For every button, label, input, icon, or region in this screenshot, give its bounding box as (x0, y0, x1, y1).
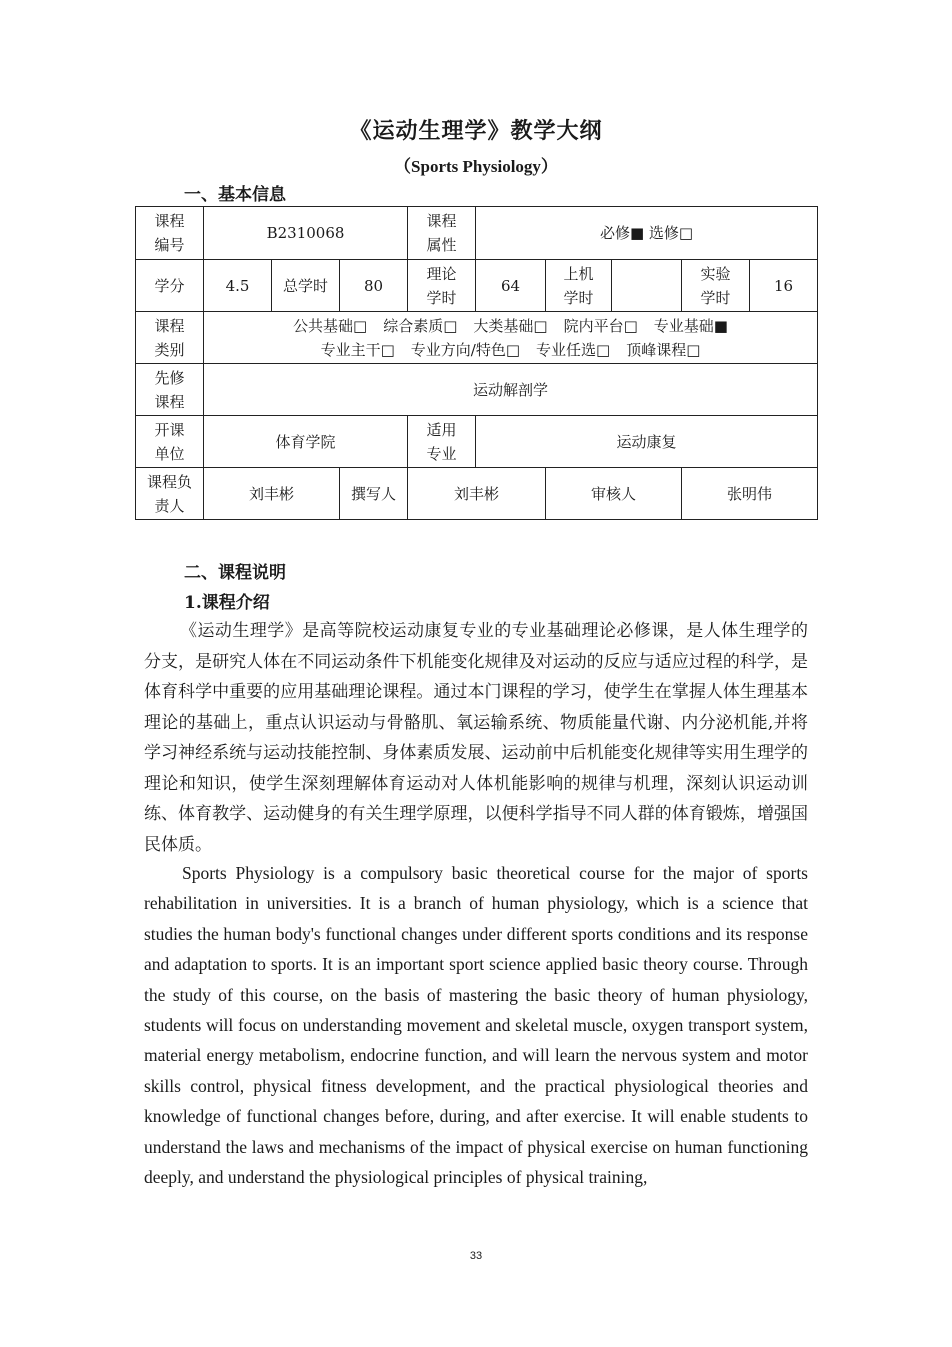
course-category-options (204, 312, 818, 364)
course-intro-chinese: 《运动生理学》是高等院校运动康复专业的专业基础理论必修课，是人体生理学的分支，是研究人体在不同运动条件下机能变化规律及对运动的反应与适应过程的科学，是体育科学中重要的应用基础理论课程。通过本门课程的学习，使学生在掌握人体生理基本理论的基础上，重点认识运动与骨骼肌、氧运输系统、物质能量代谢、内分泌机能,并将学习神经系统与运动技能控制、身体素质发展、运动前中后机能变化规律等实用生理学的理论和知识，使学生深刻理解体育运动对人体机能影响的规律与机理，深刻认识运动训练、体育教学、运动健身的有关生理学原理，以便科学指导不同人群的体育锻炼，增强国民体质。 (144, 621, 808, 855)
prerequisite-value: 运动解剖学 (204, 364, 818, 416)
document-subtitle: （Sports Physiology） (394, 157, 558, 176)
section-heading-course-description: 二、课程说明 (184, 563, 286, 583)
reviewer-label: 审核人 (546, 468, 682, 520)
course-code-value: B2310068 (204, 207, 408, 260)
lab-hours-value: 16 (750, 260, 818, 312)
table-row (136, 468, 818, 520)
table-row (136, 260, 818, 312)
table-row (136, 312, 818, 364)
computer-hours-label: 上机 学时 (546, 260, 612, 312)
theory-hours-label: 理论 学时 (408, 260, 476, 312)
prerequisite-label: 先修 课程 (136, 364, 204, 416)
applicable-major-label: 适用 专业 (408, 416, 476, 468)
lab-hours-label: 实验 学时 (682, 260, 750, 312)
course-owner-value: 刘丰彬 (204, 468, 340, 520)
writer-label: 撰写人 (340, 468, 408, 520)
applicable-major-value: 运动康复 (476, 416, 818, 468)
basic-info-table (135, 206, 818, 520)
writer-value: 刘丰彬 (408, 468, 546, 520)
total-hours-value: 80 (340, 260, 408, 312)
course-category-label: 课程 类别 (136, 312, 204, 364)
credit-value: 4.5 (204, 260, 272, 312)
computer-hours-value (612, 260, 682, 312)
course-owner-label: 课程负 责人 (136, 468, 204, 520)
course-attr-value: 必修■ 选修□ (476, 207, 818, 260)
credit-label: 学分 (136, 260, 204, 312)
page-number: 33 (469, 1250, 483, 1262)
offering-unit-label: 开课 单位 (136, 416, 204, 468)
table-row (136, 416, 818, 468)
subsection-heading-course-intro: 1.课程介绍 (184, 593, 270, 613)
table-row (136, 207, 818, 260)
section-heading-basic-info: 一、基本信息 (184, 185, 286, 205)
reviewer-value: 张明伟 (682, 468, 818, 520)
category-options-line-1: 公共基础□ 综合素质□ 大类基础□ 院内平台□ 专业基础■ (293, 316, 728, 335)
course-intro-english: Sports Physiology is a compulsory basic theoretical course for the major of sports rehabilitation in universities. It is a branch of human physiology, which is a science that studies the human body's functional changes under different sports conditions and its response and adaptation to sports. It is an important sport science applied basic theory course. Through the study of this course, on the basis of mastering the basic theory of human physiology, students will focus on understanding movement and skeletal muscle, oxygen transport system, material energy metabolism, endocrine function, and will learn the nervous system and motor skills control, physical fitness development, and the practical physiological theories and knowledge of functional changes before, during, and after exercise. It will enable students to understand the laws and mechanisms of the impact of physical exercise on human functioning deeply, and understand the physiological principles of physical training, (144, 863, 808, 1188)
offering-unit-value: 体育学院 (204, 416, 408, 468)
document-title: 《运动生理学》教学大纲 (349, 118, 603, 144)
total-hours-label: 总学时 (272, 260, 340, 312)
table-row (136, 364, 818, 416)
course-attr-label: 课程 属性 (408, 207, 476, 260)
course-code-label: 课程 编号 (136, 207, 204, 260)
category-options-line-2: 专业主干□ 专业方向/特色□ 专业任选□ 顶峰课程□ (320, 340, 701, 359)
theory-hours-value: 64 (476, 260, 546, 312)
